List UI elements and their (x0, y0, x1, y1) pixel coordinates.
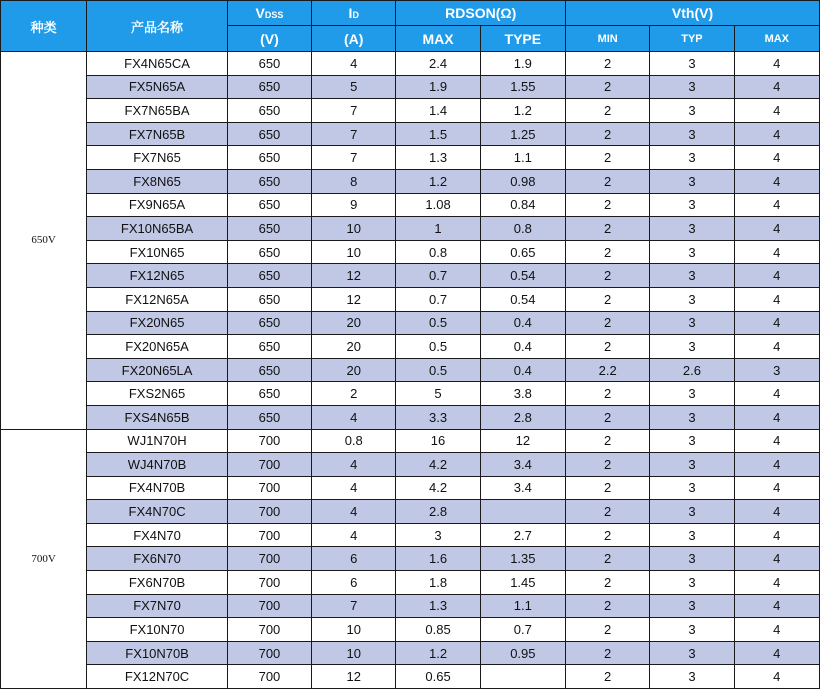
cell-part-number: FX20N65LA (87, 358, 228, 382)
voltage-class-label: 700V (1, 429, 87, 689)
cell-vth-typ: 3 (650, 665, 734, 689)
cell-vth-typ: 3 (650, 523, 734, 547)
cell-id: 12 (312, 264, 396, 288)
cell-vth-max: 4 (734, 618, 819, 642)
cell-rdson-max: 0.5 (396, 335, 480, 359)
cell-vdss: 700 (227, 547, 311, 571)
cell-vth-max: 4 (734, 335, 819, 359)
cell-vth-min: 2 (566, 405, 650, 429)
cell-vth-max: 4 (734, 146, 819, 170)
table-row (1, 99, 820, 123)
cell-vth-min: 2 (566, 523, 650, 547)
cell-vdss: 650 (227, 75, 311, 99)
cell-vdss: 650 (227, 311, 311, 335)
cell-id: 20 (312, 311, 396, 335)
header-vdss (227, 1, 311, 26)
table-row (1, 571, 820, 595)
cell-vth-max: 4 (734, 99, 819, 123)
header-vth-max: MAX (734, 26, 819, 52)
cell-rdson-max: 5 (396, 382, 480, 406)
cell-vth-min: 2 (566, 665, 650, 689)
cell-vth-min: 2 (566, 122, 650, 146)
cell-vth-max: 4 (734, 382, 819, 406)
table-row (1, 618, 820, 642)
cell-rdson-max: 1.4 (396, 99, 480, 123)
table-row (1, 193, 820, 217)
cell-vdss: 650 (227, 99, 311, 123)
cell-vth-typ: 3 (650, 571, 734, 595)
cell-part-number: FX4N70 (87, 523, 228, 547)
cell-rdson-max: 4.2 (396, 476, 480, 500)
cell-vth-typ: 3 (650, 99, 734, 123)
cell-vth-min: 2 (566, 311, 650, 335)
cell-vth-max: 4 (734, 264, 819, 288)
cell-rdson-max: 1.5 (396, 122, 480, 146)
cell-vth-max: 4 (734, 500, 819, 524)
cell-vth-typ: 3 (650, 618, 734, 642)
cell-vth-max: 4 (734, 594, 819, 618)
cell-rdson-typ: 1.2 (480, 99, 565, 123)
cell-vth-min: 2 (566, 169, 650, 193)
cell-vth-min: 2 (566, 571, 650, 595)
cell-part-number: FX7N65B (87, 122, 228, 146)
cell-vth-min: 2 (566, 500, 650, 524)
cell-vth-max: 4 (734, 405, 819, 429)
cell-vdss: 650 (227, 193, 311, 217)
cell-vth-max: 4 (734, 641, 819, 665)
cell-id: 4 (312, 453, 396, 477)
cell-rdson-typ: 0.4 (480, 335, 565, 359)
header-vdss-sub: DSS (264, 10, 284, 20)
header-vth: Vth(V) (566, 1, 820, 26)
cell-vth-typ: 3 (650, 335, 734, 359)
cell-vth-max: 4 (734, 547, 819, 571)
cell-rdson-typ: 0.65 (480, 240, 565, 264)
cell-vth-typ: 3 (650, 52, 734, 76)
cell-rdson-typ: 1.55 (480, 75, 565, 99)
table-body (1, 52, 820, 689)
cell-id: 12 (312, 665, 396, 689)
table-row (1, 217, 820, 241)
cell-id: 7 (312, 146, 396, 170)
cell-vdss: 700 (227, 500, 311, 524)
cell-part-number: FX8N65 (87, 169, 228, 193)
table-row (1, 287, 820, 311)
header-product-name: 产品名称 (87, 1, 228, 52)
cell-id: 4 (312, 52, 396, 76)
cell-vth-min: 2 (566, 618, 650, 642)
table-row (1, 453, 820, 477)
cell-vth-min: 2 (566, 264, 650, 288)
cell-vth-typ: 3 (650, 476, 734, 500)
cell-vth-typ: 3 (650, 382, 734, 406)
table-header (1, 1, 820, 52)
table-row (1, 264, 820, 288)
cell-vth-max: 4 (734, 217, 819, 241)
cell-vth-min: 2 (566, 193, 650, 217)
cell-vth-typ: 3 (650, 122, 734, 146)
cell-vth-typ: 3 (650, 217, 734, 241)
cell-rdson-typ: 1.45 (480, 571, 565, 595)
table-row (1, 169, 820, 193)
cell-id: 4 (312, 405, 396, 429)
cell-rdson-max: 3 (396, 523, 480, 547)
table-row (1, 476, 820, 500)
cell-vth-min: 2 (566, 240, 650, 264)
cell-vth-max: 4 (734, 287, 819, 311)
cell-rdson-typ: 2.8 (480, 405, 565, 429)
cell-id: 0.8 (312, 429, 396, 453)
cell-vdss: 700 (227, 571, 311, 595)
cell-rdson-max: 0.5 (396, 311, 480, 335)
cell-part-number: FX4N65CA (87, 52, 228, 76)
table-row (1, 405, 820, 429)
cell-rdson-max: 1.3 (396, 594, 480, 618)
cell-vth-typ: 3 (650, 169, 734, 193)
header-rdson-typ: TYPE (480, 26, 565, 52)
cell-id: 6 (312, 571, 396, 595)
cell-rdson-typ: 3.8 (480, 382, 565, 406)
header-vdss-main: V (255, 5, 265, 21)
cell-rdson-max: 0.85 (396, 618, 480, 642)
cell-vth-max: 4 (734, 429, 819, 453)
cell-id: 7 (312, 122, 396, 146)
cell-id: 12 (312, 287, 396, 311)
cell-vth-typ: 3 (650, 75, 734, 99)
cell-vdss: 700 (227, 641, 311, 665)
cell-id: 10 (312, 240, 396, 264)
cell-id: 10 (312, 618, 396, 642)
cell-part-number: FX12N70C (87, 665, 228, 689)
cell-vth-max: 4 (734, 193, 819, 217)
cell-rdson-max: 1.6 (396, 547, 480, 571)
cell-vdss: 700 (227, 453, 311, 477)
cell-part-number: FX7N70 (87, 594, 228, 618)
cell-rdson-typ: 12 (480, 429, 565, 453)
cell-vth-max: 4 (734, 240, 819, 264)
table-row (1, 358, 820, 382)
cell-id: 20 (312, 335, 396, 359)
cell-rdson-typ (480, 500, 565, 524)
cell-vth-min: 2.2 (566, 358, 650, 382)
cell-rdson-max: 1.2 (396, 169, 480, 193)
cell-vdss: 650 (227, 240, 311, 264)
cell-vdss: 700 (227, 476, 311, 500)
header-kind: 种类 (1, 1, 87, 52)
cell-id: 9 (312, 193, 396, 217)
cell-id: 5 (312, 75, 396, 99)
cell-vdss: 650 (227, 335, 311, 359)
cell-id: 8 (312, 169, 396, 193)
cell-rdson-max: 16 (396, 429, 480, 453)
cell-vdss: 650 (227, 146, 311, 170)
cell-rdson-max: 2.4 (396, 52, 480, 76)
cell-rdson-max: 3.3 (396, 405, 480, 429)
cell-rdson-typ: 0.4 (480, 358, 565, 382)
cell-part-number: FXS2N65 (87, 382, 228, 406)
cell-part-number: FX6N70 (87, 547, 228, 571)
table-row (1, 75, 820, 99)
cell-rdson-max: 0.7 (396, 264, 480, 288)
cell-vth-max: 4 (734, 476, 819, 500)
cell-rdson-max: 1.3 (396, 146, 480, 170)
cell-vth-typ: 3 (650, 287, 734, 311)
cell-vth-min: 2 (566, 429, 650, 453)
cell-vth-min: 2 (566, 641, 650, 665)
table-row (1, 146, 820, 170)
cell-vth-min: 2 (566, 52, 650, 76)
cell-id: 4 (312, 500, 396, 524)
cell-id: 10 (312, 641, 396, 665)
cell-vth-typ: 3 (650, 146, 734, 170)
cell-rdson-typ: 0.98 (480, 169, 565, 193)
cell-rdson-typ: 0.7 (480, 618, 565, 642)
cell-part-number: FX12N65A (87, 287, 228, 311)
cell-vth-typ: 3 (650, 405, 734, 429)
cell-id: 20 (312, 358, 396, 382)
cell-part-number: FX20N65A (87, 335, 228, 359)
cell-rdson-max: 1.9 (396, 75, 480, 99)
cell-id: 7 (312, 594, 396, 618)
table-row (1, 382, 820, 406)
cell-vth-min: 2 (566, 335, 650, 359)
cell-vth-min: 2 (566, 287, 650, 311)
cell-rdson-typ: 0.8 (480, 217, 565, 241)
cell-rdson-typ: 1.9 (480, 52, 565, 76)
header-vdss-unit: (V) (227, 26, 311, 52)
cell-vth-max: 4 (734, 122, 819, 146)
cell-vth-min: 2 (566, 476, 650, 500)
cell-part-number: FX6N70B (87, 571, 228, 595)
cell-vth-max: 3 (734, 358, 819, 382)
cell-vdss: 650 (227, 358, 311, 382)
table-row (1, 335, 820, 359)
cell-rdson-max: 1.2 (396, 641, 480, 665)
cell-part-number: FXS4N65B (87, 405, 228, 429)
header-id (312, 1, 396, 26)
table-row (1, 122, 820, 146)
header-id-sub: D (352, 10, 359, 20)
cell-vth-typ: 3 (650, 240, 734, 264)
cell-vth-max: 4 (734, 523, 819, 547)
cell-vth-min: 2 (566, 75, 650, 99)
cell-vdss: 650 (227, 217, 311, 241)
cell-rdson-typ: 1.1 (480, 146, 565, 170)
cell-vdss: 700 (227, 618, 311, 642)
table-row (1, 547, 820, 571)
cell-vth-typ: 3 (650, 594, 734, 618)
cell-vth-typ: 3 (650, 453, 734, 477)
cell-id: 4 (312, 476, 396, 500)
cell-rdson-max: 2.8 (396, 500, 480, 524)
cell-part-number: WJ4N70B (87, 453, 228, 477)
cell-rdson-max: 0.7 (396, 287, 480, 311)
cell-id: 10 (312, 217, 396, 241)
table-row (1, 500, 820, 524)
table-row (1, 240, 820, 264)
cell-part-number: FX4N70B (87, 476, 228, 500)
cell-vth-max: 4 (734, 453, 819, 477)
cell-part-number: FX5N65A (87, 75, 228, 99)
cell-id: 6 (312, 547, 396, 571)
cell-vth-min: 2 (566, 453, 650, 477)
cell-rdson-max: 1.8 (396, 571, 480, 595)
cell-rdson-typ: 3.4 (480, 476, 565, 500)
cell-rdson-typ (480, 665, 565, 689)
cell-rdson-typ: 0.54 (480, 264, 565, 288)
cell-id: 4 (312, 523, 396, 547)
cell-vth-max: 4 (734, 571, 819, 595)
cell-part-number: FX9N65A (87, 193, 228, 217)
cell-part-number: FX4N70C (87, 500, 228, 524)
cell-vth-min: 2 (566, 594, 650, 618)
cell-vth-min: 2 (566, 382, 650, 406)
table-row (1, 523, 820, 547)
cell-vth-typ: 3 (650, 547, 734, 571)
cell-rdson-typ: 1.1 (480, 594, 565, 618)
cell-part-number: FX10N70B (87, 641, 228, 665)
cell-rdson-max: 1.08 (396, 193, 480, 217)
header-id-unit: (A) (312, 26, 396, 52)
cell-rdson-typ: 1.25 (480, 122, 565, 146)
cell-rdson-max: 4.2 (396, 453, 480, 477)
cell-vdss: 650 (227, 382, 311, 406)
cell-part-number: FX10N65BA (87, 217, 228, 241)
cell-vth-max: 4 (734, 169, 819, 193)
cell-rdson-typ: 0.4 (480, 311, 565, 335)
cell-rdson-typ: 3.4 (480, 453, 565, 477)
cell-vth-typ: 3 (650, 500, 734, 524)
cell-vdss: 650 (227, 405, 311, 429)
voltage-class-label: 650V (1, 52, 87, 430)
cell-vdss: 700 (227, 594, 311, 618)
cell-part-number: FX7N65 (87, 146, 228, 170)
cell-vth-max: 4 (734, 75, 819, 99)
header-rdson: RDSON(Ω) (396, 1, 566, 26)
cell-vth-min: 2 (566, 99, 650, 123)
cell-part-number: FX12N65 (87, 264, 228, 288)
cell-id: 7 (312, 99, 396, 123)
cell-id: 2 (312, 382, 396, 406)
cell-rdson-max: 0.65 (396, 665, 480, 689)
table-row (1, 665, 820, 689)
header-vth-typ: TYP (650, 26, 734, 52)
cell-vth-min: 2 (566, 146, 650, 170)
cell-vth-min: 2 (566, 547, 650, 571)
cell-vth-max: 4 (734, 311, 819, 335)
cell-vdss: 650 (227, 122, 311, 146)
cell-vdss: 650 (227, 52, 311, 76)
header-id-main: I (348, 5, 353, 21)
cell-rdson-typ: 0.95 (480, 641, 565, 665)
cell-vdss: 700 (227, 429, 311, 453)
cell-vth-typ: 3 (650, 429, 734, 453)
cell-rdson-typ: 2.7 (480, 523, 565, 547)
cell-part-number: WJ1N70H (87, 429, 228, 453)
table-row (1, 311, 820, 335)
cell-vth-typ: 3 (650, 311, 734, 335)
cell-rdson-typ: 0.54 (480, 287, 565, 311)
cell-vdss: 650 (227, 169, 311, 193)
cell-vdss: 650 (227, 287, 311, 311)
table-row (1, 641, 820, 665)
table-row (1, 52, 820, 76)
cell-rdson-max: 0.8 (396, 240, 480, 264)
cell-part-number: FX10N65 (87, 240, 228, 264)
cell-vdss: 700 (227, 523, 311, 547)
cell-part-number: FX7N65BA (87, 99, 228, 123)
cell-vth-typ: 3 (650, 264, 734, 288)
cell-vdss: 700 (227, 665, 311, 689)
cell-vth-min: 2 (566, 217, 650, 241)
cell-rdson-max: 0.5 (396, 358, 480, 382)
table-row (1, 429, 820, 453)
cell-part-number: FX10N70 (87, 618, 228, 642)
cell-rdson-typ: 0.84 (480, 193, 565, 217)
header-rdson-max: MAX (396, 26, 480, 52)
cell-part-number: FX20N65 (87, 311, 228, 335)
cell-vth-max: 4 (734, 665, 819, 689)
cell-vth-typ: 3 (650, 641, 734, 665)
table-row (1, 594, 820, 618)
cell-vdss: 650 (227, 264, 311, 288)
cell-vth-max: 4 (734, 52, 819, 76)
cell-vth-typ: 2.6 (650, 358, 734, 382)
cell-rdson-typ: 1.35 (480, 547, 565, 571)
cell-vth-typ: 3 (650, 193, 734, 217)
cell-rdson-max: 1 (396, 217, 480, 241)
header-vth-min: MIN (566, 26, 650, 52)
